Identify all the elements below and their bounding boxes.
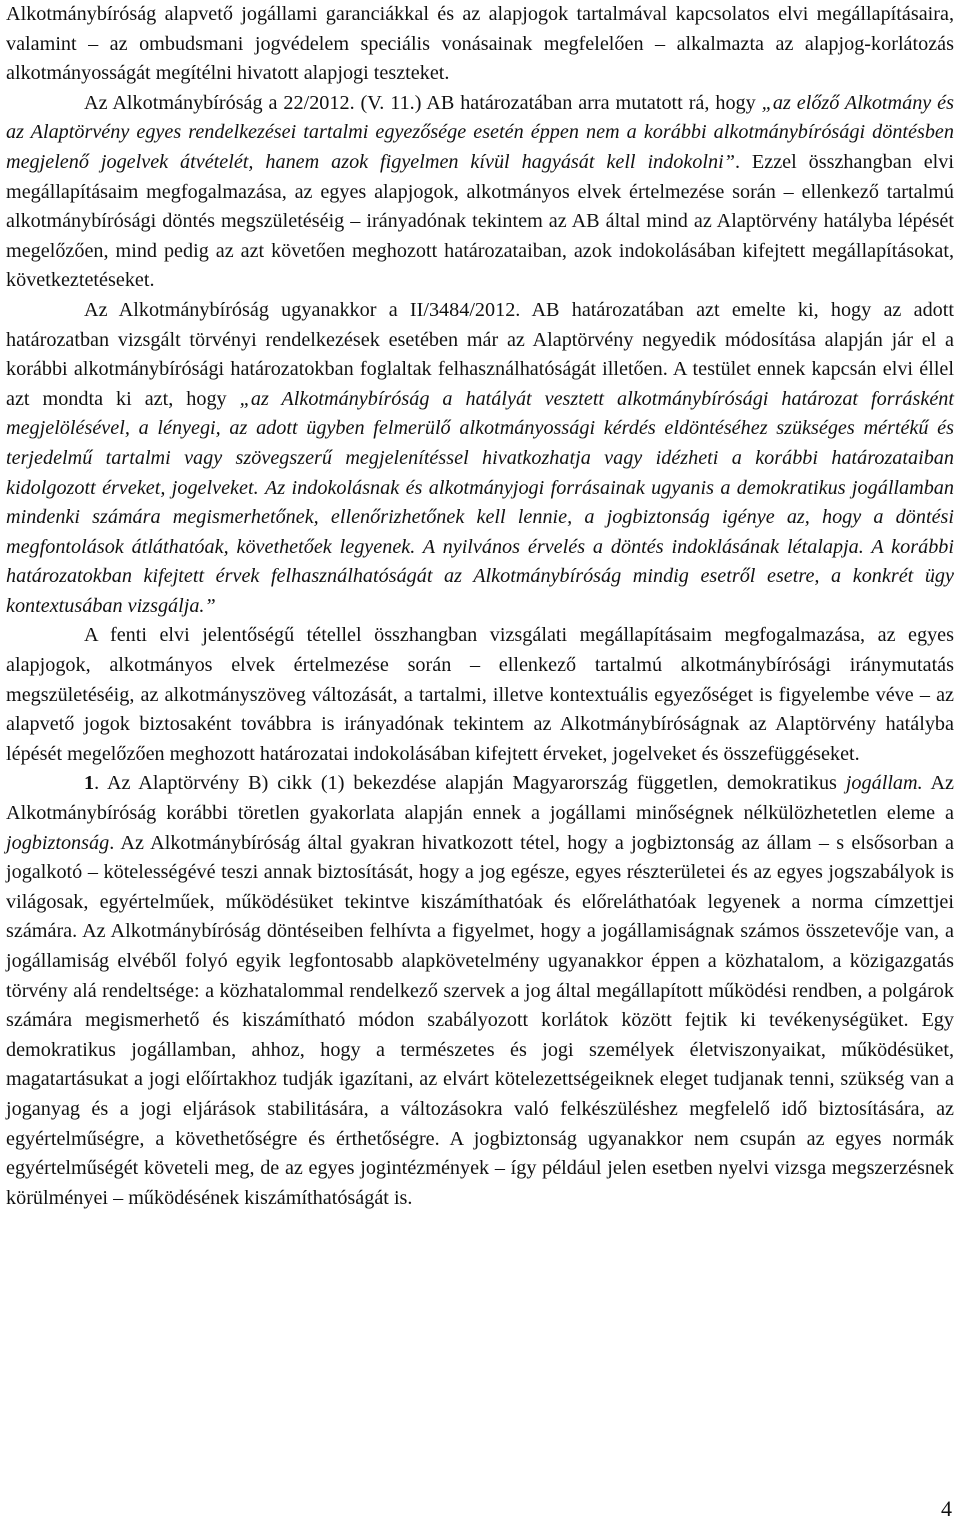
quoted-text: „az előző Alkotmány és az Alaptörvény egyes rendelkezései tartalmi egyezősége esetén éppen nem a korábbi alkotmánybírósági döntésben megjelenő jogelvek átvételét, hanem azok figyelmen kívül hagyását kell indokolni” (6, 91, 954, 173)
paragraph-text: Az Alkotmánybíróság korábbi töretlen gyakorlata alapján ennek a jogállami minőségnek nélkülözhetetlen eleme a (6, 772, 954, 825)
paragraph-text: Alkotmánybíróság alapvető jogállami garanciákkal és az alapjogok tartalmával kapcsolatos elvi megállapításaira, valamint – az ombudsmani jogvédelem speciális vonásainak megfelelően – alkalmazta az alapjog-korlátozás alkotmányosságát megítélni hivatott alapjogi teszteket. (6, 3, 954, 85)
page-number: 4 (941, 1496, 952, 1521)
paragraph-section-1 (6, 769, 954, 1213)
paragraph-text: A fenti elvi jelentőségű tétellel összhangban vizsgálati megállapításaim megfogalmazása, az egyes alapjogok, alkotmányos elvek értelmezése során – ellenkező tartalmú alkotmánybírósági iránymutatás megszületéséig, az alkotmányszöveg változását, a tartalmi, illetve kontextuális egyezőséget is figyelembe véve – az alapvető jogok biztosaként továbbra is irányadónak tekintem az Alkotmánybíróságnak az Alaptörvény hatályba lépését megelőzően meghozott határozatai indokolásában kifejtett érveket, jogelveket és összefüggéseket. (6, 624, 954, 765)
paragraph-principle (6, 621, 954, 769)
emphasized-term: jogbiztonság (6, 831, 110, 854)
paragraph-text: . Az Alaptörvény B) cikk (1) bekezdése alapján Magyarország független, demokratikus (94, 772, 846, 795)
paragraph-ab-22-2012 (6, 89, 954, 296)
section-number: 1 (84, 772, 95, 795)
paragraph-text: Az Alkotmánybíróság a 22/2012. (V. 11.) AB határozatában arra mutatott rá, hogy (84, 91, 762, 114)
paragraph-text: . Ezzel összhangban elvi megállapításaim megfogalmazása, az egyes alapjogok, alkotmányos elvek értelmezése során – ellenkező tartalmú alkotmánybírósági döntés megszületéséig – irányadónak tekintem az AB által mind az Alaptörvény hatályba lépését megelőzően, mind pedig az azt követően meghozott határozataiban, azok indokolásában kifejtett megállapításokat, következtetéseket. (6, 150, 954, 292)
paragraph-intro (6, 0, 954, 89)
paragraph-ab-ii-3484-2012 (6, 296, 954, 622)
quoted-text: Az indokolásnak és alkotmányjogi forrásainak ugyanis a demokratikus jogállamban mindenki számára megismerhetőnek, ellenőrizhetőnek kell lennie, a jogbiztonság igénye az, hogy a döntési megfontolások átláthatóak, követhetőek legyenek. A nyilvános érvelés a döntés indoklásának létalapja. A korábbi határozatokban kifejtett érvek felhasználhatóságát az Alkotmánybíróság mindig esetről esetre, a konkrét ügy kontextusában vizsgálja.” (6, 476, 954, 617)
paragraph-text: . Az Alkotmánybíróság által gyakran hivatkozott tétel, hogy a jogbiztonság az állam – s elsősorban a jogalkotó – kötelességévé teszi annak biztosítását, hogy a jog egésze, egyes részterületei és az egyes jogszabályok is világosak, egyértelműek, működésüket tekintve kiszámíthatóak és előreláthatóak legyenek a norma címzettjei számára. Az Alkotmánybíróság döntéseiben felhívta a figyelmet, hogy a jogállamiságnak számos összetevője van, a jogállamiság elvéből folyó egyik legfontosabb alapkövetelmény ugyanakkor éppen a közhatalom, a közigazgatás törvény alá rendeltsége: a közhatalommal rendelkező szervek a jog által megállapított működési rendben, a polgárok számára megismerhető és kiszámítható módon szabályozott korlátok között fejtik ki tevékenységüket. Egy demokratikus jogállamban, ahhoz, hogy a természetes és jogi személyek életviszonyaikat, működésüket, magatartásukat a jogi előírtakhoz tudják igazítani, az elvárt kötelezettségeiknek eleget tudjanak tenni, szükség van a joganyag és a jogi eljárások stabilitására, a változásokra való felkészüléshez megfelelő idő biztosítására, az egyértelműségre, a követhetőségre és érthetőségre. A jogbiztonság ugyanakkor nem csupán az egyes normák egyértelműségét követeli meg, de az egyes jogintézmények – így például jelen esetben nyelvi vizsga megszerzésnek körülményei – működésének kiszámíthatóságát is. (6, 831, 954, 1209)
document-page (6, 0, 954, 1213)
quoted-text: „az Alkotmánybíróság a hatályát vesztett alkotmánybírósági határozat forrásként megjelölésével, a lényegi, az adott ügyben felmerülő alkotmányossági kérdés eldöntéséhez szükséges mértékű és terjedelmű tartalmi vagy szövegszerű megjelenítéssel hivatkozhatja vagy idézheti a korábbi határozataiban kidolgozott érveket, jogelveket. (6, 387, 954, 499)
emphasized-term: jogállam. (845, 772, 923, 795)
paragraph-text: Az Alkotmánybíróság ugyanakkor a II/3484/2012. AB határozatában azt emelte ki, hogy az adott határozatban vizsgált törvényi rendelkezések esetében már az Alaptörvény negyedik módosítása alapján jár el a korábbi alkotmánybírósági határozatokban foglaltak felhasználhatóságát illetően. A testület ennek kapcsán elvi éllel azt mondta ki azt, hogy (6, 298, 954, 410)
